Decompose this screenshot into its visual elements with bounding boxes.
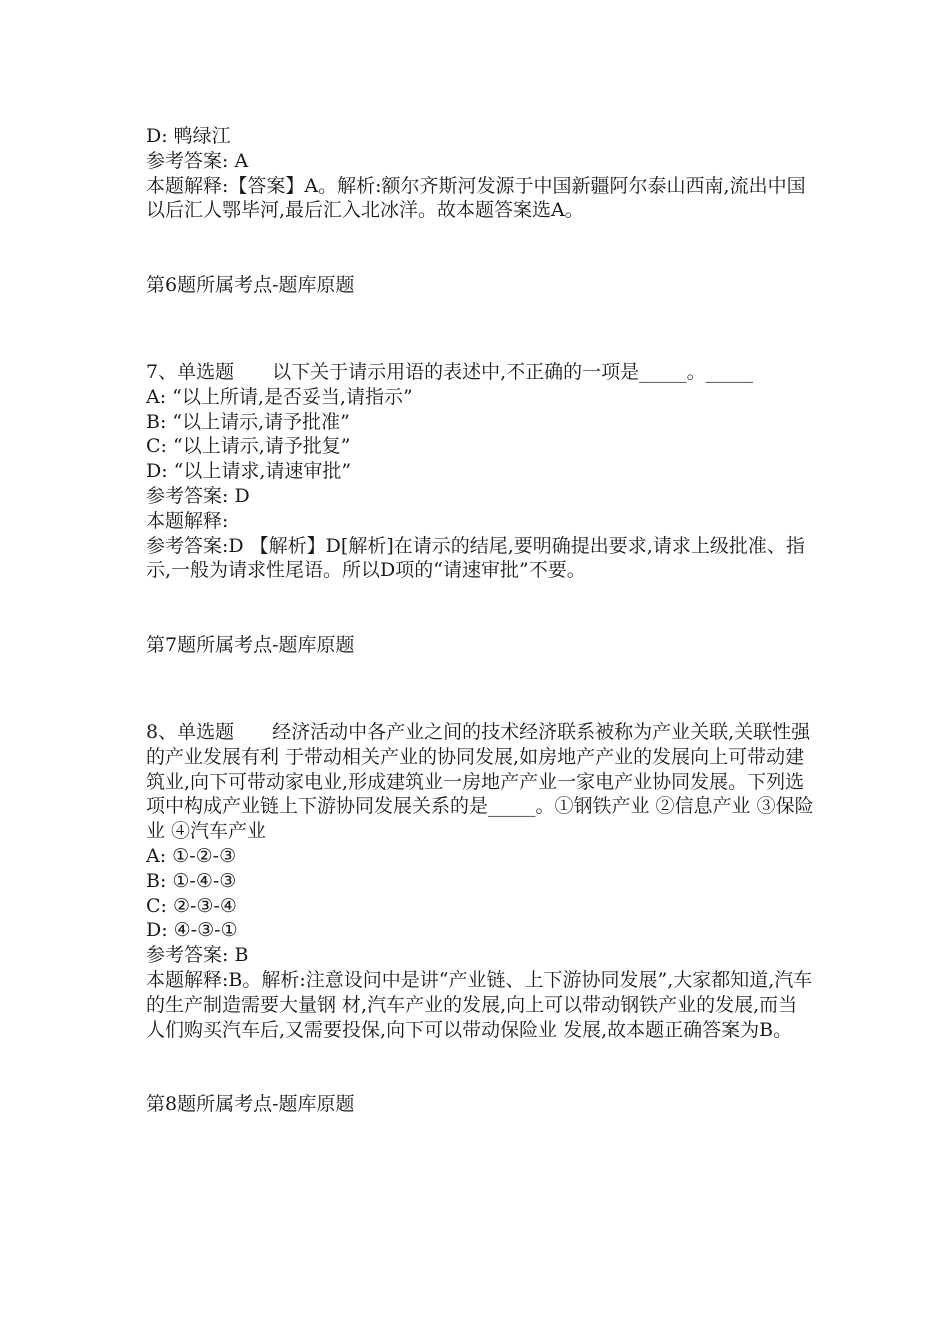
q7-option-b: B: “以上请示,请予批准” — [146, 410, 350, 433]
q6-option-d: D: 鸭绿江 — [146, 125, 231, 147]
q7-option-a: A: “以上所请,是否妥当,请指示” — [146, 385, 413, 408]
q8-option-b: B: ①-④-③ — [146, 869, 237, 892]
q8-option-c: C: ②-③-④ — [146, 894, 237, 917]
q8-answer: 参考答案: B — [146, 944, 249, 967]
q8-footer: 第8题所属考点-题库原题 — [146, 1093, 355, 1116]
q6-answer: 参考答案: A — [146, 149, 249, 172]
document-page — [146, 124, 816, 1117]
q7-stem: 7、单选题 以下关于请示用语的表述中,不正确的一项是_____。_____ — [146, 360, 754, 383]
q7-answer: 参考答案: D — [146, 484, 250, 507]
q8-stem: 8、单选题 经济活动中各产业之间的技术经济联系被称为产业关联,关联性强的产业发展有利 于带动相关产业的协同发展,如房地产产业的发展向上可带动建筑业,向下可带动家电业,形成建筑业一房地产产业一家电产业协同发展。下列选项中构成产业链上下游协同发展关系的是_____。①钢铁产业 ②信息产业 ③保险业 ④汽车产业 — [146, 720, 814, 843]
question-8 — [146, 720, 816, 1042]
q8-option-d: D: ④-③-① — [146, 919, 238, 942]
q7-option-c: C: “以上请示,请予批复” — [146, 435, 351, 458]
q7-explanation: 参考答案:D 【解析】D[解析]在请示的结尾,要明确提出要求,请求上级批准、指示,一般为请求性尾语。所以D项的“请速审批”不要。 — [146, 534, 805, 582]
q7-option-d: D: “以上请求,请速审批” — [146, 460, 352, 483]
q7-explanation-label: 本题解释: — [146, 509, 229, 532]
q8-explanation: 本题解释:B。解析:注意设问中是讲“产业链、上下游协同发展”,大家都知道,汽车的生产制造需要大量钢 材,汽车产业的发展,向上可以带动钢铁产业的发展,而当人们购买汽车后,又需要投保,向下可以带动保险业 发展,故本题正确答案为B。 — [146, 968, 813, 1041]
question-6-tail — [146, 124, 816, 223]
q8-option-a: A: ①-②-③ — [146, 844, 237, 867]
q6-explanation: 本题解释:【答案】A。解析:额尔齐斯河发源于中国新疆阿尔泰山西南,流出中国以后汇人鄂毕河,最后汇入北冰洋。故本题答案选A。 — [146, 174, 806, 222]
question-7 — [146, 360, 816, 583]
q7-footer: 第7题所属考点-题库原题 — [146, 634, 355, 657]
q6-footer: 第6题所属考点-题库原题 — [146, 274, 355, 297]
